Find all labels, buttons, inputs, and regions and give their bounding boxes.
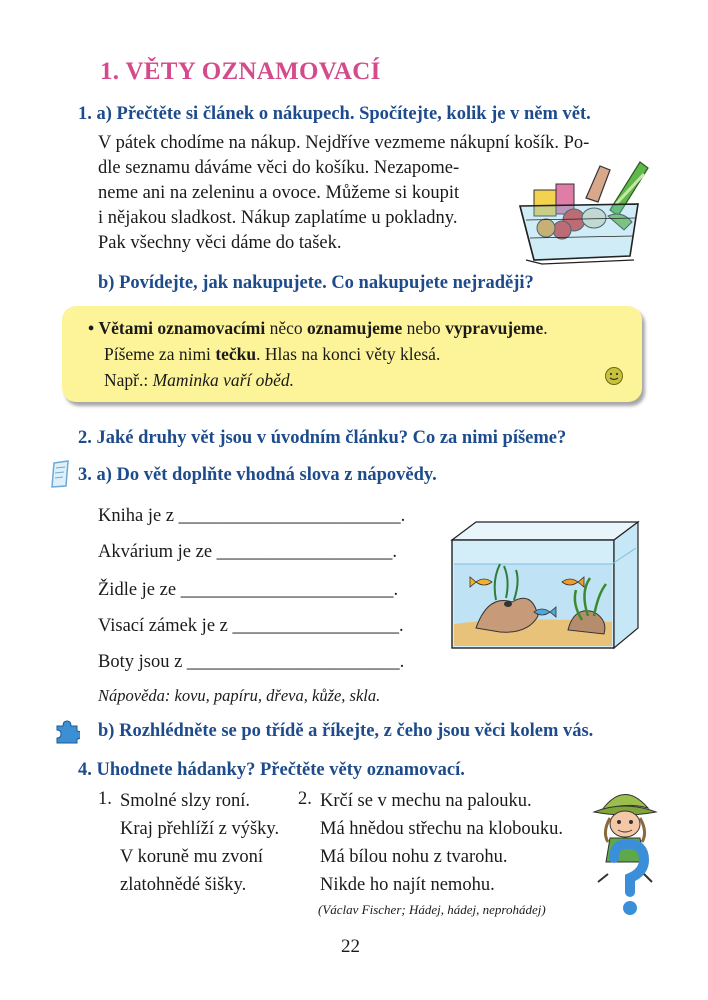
riddle-line: zlatohnědé šišky. <box>120 875 247 895</box>
rule-bullet: • <box>88 318 95 338</box>
rule-text: . <box>543 318 548 338</box>
task-3b-text: Rozhlédněte se po třídě a říkejte, z čeho jsou věci kolem vás. <box>119 721 594 741</box>
riddle-line: Kraj přehlíží z výšky. <box>120 819 280 839</box>
task-3a-heading <box>78 465 437 486</box>
article-line: dle seznamu dáváme věci do košíku. Nezapome- <box>98 158 460 178</box>
riddle-2 <box>320 787 563 899</box>
task-4-text: Uhodnete hádanky? Přečtěte věty oznamovací. <box>96 760 465 780</box>
task-1b-heading <box>98 273 534 294</box>
fill-in-line: Kniha je z ________________________. <box>98 506 406 526</box>
rule-term: oznamujeme <box>307 318 403 338</box>
riddle-1 <box>120 787 279 899</box>
fill-in-line: Boty jsou z _______________________. <box>98 652 405 672</box>
task-2-heading <box>78 428 566 449</box>
article-line: V pátek chodíme na nákup. Nejdříve vezmeme nákupní košík. Po- <box>98 133 590 153</box>
puzzle-piece-icon <box>54 720 80 744</box>
page-title: 1. VĚTY OZNAMOVACÍ <box>100 58 381 85</box>
rule-term: Větami oznamovacími <box>98 318 266 338</box>
rule-text: Píšeme za nimi <box>104 344 216 364</box>
rule-text: . Hlas na konci věty klesá. <box>256 344 441 364</box>
shopping-basket-illustration <box>512 160 650 265</box>
article-line: neme ani na zeleninu a ovoce. Můžeme si koupit <box>98 183 460 203</box>
task-1a-text: Přečtěte si článek o nákupech. Spočítejte, kolik je v něm vět. <box>116 104 591 124</box>
task-3a-number: 3. a) <box>78 465 112 485</box>
riddle-line: Nikde ho najít nemohu. <box>320 875 495 895</box>
rule-line-3 <box>104 370 294 391</box>
riddle-line: V koruně mu zvoní <box>120 847 264 867</box>
rule-line-2 <box>104 344 440 365</box>
task-2-number: 2. <box>78 428 92 448</box>
task-1a-number: 1. a) <box>78 104 112 124</box>
riddle-line: Krčí se v mechu na palouku. <box>320 791 532 811</box>
article-line: Pak všechny věci dáme do tašek. <box>98 233 342 253</box>
hint-text: Nápověda: kovu, papíru, dřeva, kůže, skla. <box>98 686 381 705</box>
rule-term: vypravujeme <box>445 318 544 338</box>
riddle-line: Má bílou nohu z tvarohu. <box>320 847 508 867</box>
rule-line-1 <box>88 318 548 339</box>
task-1a-heading <box>78 104 591 125</box>
written-task-icon <box>50 460 72 488</box>
rule-text: Např.: <box>104 370 153 390</box>
fill-in-line: Akvárium je ze ___________________. <box>98 542 398 562</box>
rule-example: Maminka vaří oběd. <box>152 370 295 390</box>
rule-text: něco <box>265 318 308 338</box>
riddle-1-number: 1. <box>98 789 112 809</box>
task-4-heading <box>78 760 465 781</box>
task-4-number: 4. <box>78 760 92 780</box>
fill-in-line: Židle je ze _______________________. <box>98 580 399 600</box>
task-2-text: Jaké druhy vět jsou v úvodním článku? Co za nimi píšeme? <box>96 428 567 448</box>
smiley-icon <box>604 366 624 386</box>
riddle-line: Smolné slzy roní. <box>120 791 251 811</box>
rule-term: tečku <box>215 344 257 364</box>
riddle-line: Má hnědou střechu na klobouku. <box>320 819 564 839</box>
article-line: i nějakou sladkost. Nákup zaplatíme u pokladny. <box>98 208 458 228</box>
aquarium-illustration <box>448 520 644 652</box>
task-3b-number: b) <box>98 721 115 741</box>
rule-text: nebo <box>402 318 446 338</box>
task-3b-heading <box>98 721 593 742</box>
task-1b-text: Povídejte, jak nakupujete. Co nakupujete nejraději? <box>119 273 534 293</box>
riddle-2-number: 2. <box>298 789 312 809</box>
riddle-credit: (Václav Fischer; Hádej, hádej, neprohádej) <box>318 902 546 917</box>
question-mark-character-illustration <box>588 782 660 918</box>
page-number: 22 <box>341 936 360 957</box>
task-3a-text: Do vět doplňte vhodná slova z nápovědy. <box>116 465 437 485</box>
fill-in-line: Visací zámek je z __________________. <box>98 616 404 636</box>
task-1b-number: b) <box>98 273 115 293</box>
